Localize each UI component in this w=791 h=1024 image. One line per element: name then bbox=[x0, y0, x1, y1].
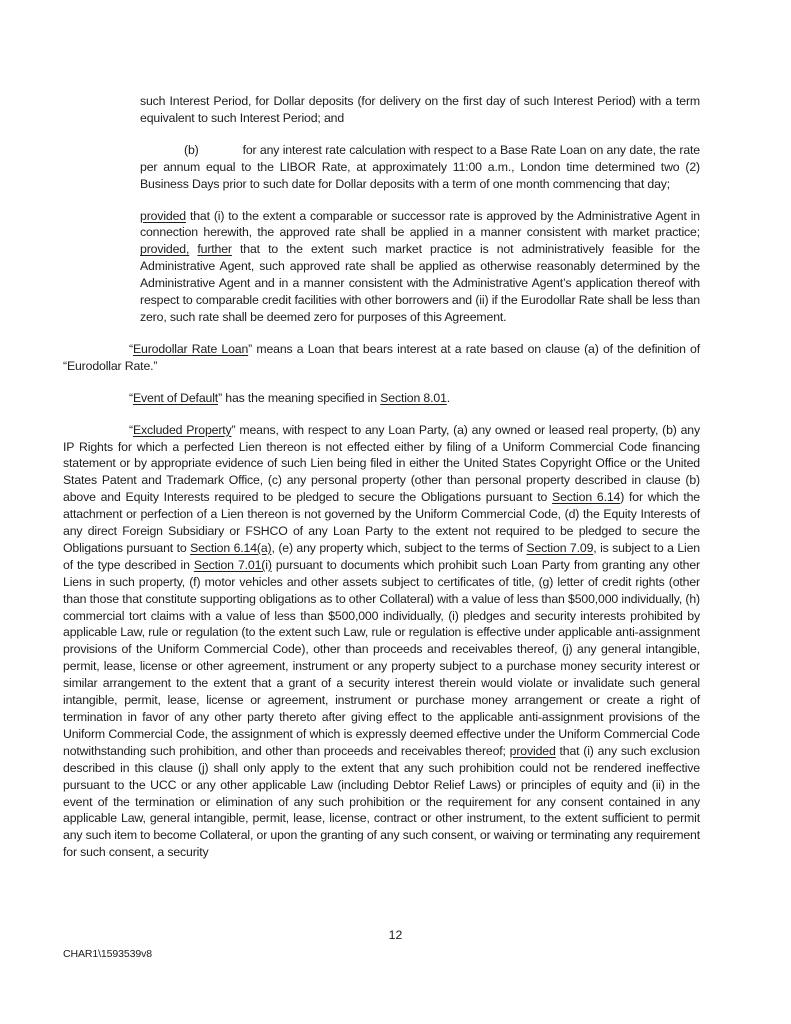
underlined-term: Section 6.14(a) bbox=[190, 540, 272, 555]
text-run: “ bbox=[129, 422, 133, 437]
text-run: , (e) any property which, subject to the terms of bbox=[271, 540, 527, 555]
underlined-term: Event of Default bbox=[132, 390, 219, 405]
text-run: ” means, with respect to any Loan Party, (a) any owned or leased real property, (b) any IP Rights for which a perfected Lien thereon is not effected either by filing of a Uniform Commercial Code financing statement or by appropriate evidence of such Lien being filed in either the United States Copyright Office or the United States Patent and Trademark Office, (c) any personal property (other than personal property described in clause (b) above and Equity Interests required to be pledged to secure the Obligations pursuant to bbox=[63, 422, 700, 505]
underlined-term: Excluded Property bbox=[132, 422, 232, 437]
underlined-term: Section 7.01(i) bbox=[193, 557, 272, 572]
text-run: that (i) to the extent a comparable or successor rate is approved by the Administrative Agent in connection herewith, the approved rate shall be applied in a manner consistent with market practice; bbox=[140, 208, 700, 240]
text-run: , is subject to a Lien of the type described in bbox=[63, 540, 700, 572]
underlined-term: Section 8.01 bbox=[380, 390, 447, 405]
underlined-term: provided bbox=[140, 208, 186, 223]
paragraph-proviso-comparable-successor-rate bbox=[140, 208, 700, 326]
text-run: “ bbox=[129, 341, 133, 356]
paragraph-clause-b-base-rate bbox=[140, 142, 700, 193]
text-run: ” means a Loan that bears interest at a rate based on clause (a) of the definition of “Eurodollar Rate.” bbox=[63, 341, 700, 373]
document-body bbox=[63, 93, 700, 876]
text-run: for any interest rate calculation with respect to a Base Rate Loan on any date, the rate per annum equal to the LIBOR Rate, at approximately 11:00 a.m., London time determined two (2) Business Days prior to such date for Dollar deposits with a term of one month commencing that day; bbox=[140, 142, 700, 191]
paragraph-definition-event-of-default bbox=[63, 390, 700, 407]
text-run: that (i) any such exclusion described in this clause (j) shall only apply to the extent that any such prohibition could not be rendered ineffective pursuant to the UCC or any other applicable Law (including Debtor Relief Laws) or principles of equity and (ii) in the event of the termination or elimination of any such prohibition or the requirement for any consent contained in any applicable Law, general intangible, permit, lease, license, contract or other instrument, to the extent sufficient to permit any such item to become Collateral, or upon the granting of any such consent, or waiving or terminating any requirement for such consent, a security bbox=[63, 743, 700, 860]
text-run: pursuant to documents which prohibit such Loan Party from granting any other Liens in such property, (f) motor vehicles and other assets subject to certificates of title, (g) letter of credit rights (other than those that constitute supporting obligations as to other Collateral) with a value of less than $500,000 individually, (h) commercial tort claims with a value of less than $500,000 individually, (i) pledges and security interests prohibited by applicable Law, rule or regulation (to the extent such Law, rule or regulation is effective under applicable anti-assignment provisions of the Uniform Commercial Code), other than proceeds and receivables thereof, (j) any general intangible, permit, lease, license or other agreement, instrument or any property subject to a purchase money security interest or similar arrangement to the extent that a grant of a security interest therein would violate or invalidate such general intangible, permit, lease, license or agreement, instrument or purchase money arrangement or create a right of termination in favor of any other party thereto after giving effect to the applicable anti-assignment provisions of the Uniform Commercial Code, the assignment of which is expressly deemed effective under the Uniform Commercial Code notwithstanding such prohibition, and other than proceeds and receivables thereof; bbox=[63, 557, 700, 758]
text-run: such Interest Period, for Dollar deposits (for delivery on the first day of such Interest Period) with a term equivalent to such Interest Period; and bbox=[140, 94, 700, 125]
paragraph-definition-eurodollar-rate-loan bbox=[63, 341, 700, 375]
text-run: . bbox=[446, 390, 451, 405]
text-run: (b) bbox=[184, 142, 199, 157]
underlined-term: Section 7.09 bbox=[526, 540, 594, 555]
text-run: “ bbox=[129, 390, 133, 405]
page-number: 12 bbox=[388, 928, 403, 942]
text-run: ” has the meaning specified in bbox=[218, 390, 381, 405]
footer-document-reference: CHAR1\1593539v8 bbox=[63, 948, 152, 960]
underlined-term: provided, bbox=[140, 242, 190, 257]
underlined-term: provided bbox=[509, 743, 556, 758]
paragraph-interest-period-continuation bbox=[140, 93, 700, 127]
text-run: that to the extent such market practice is not administratively feasible for the Administrative Agent, such approved rate shall be applied as otherwise reasonably determined by the Administrative Agent and in a manner consistent with the Administrative Agent’s application thereof with respect to comparable credit facilities with other borrowers and (ii) if the Eurodollar Rate shall be less than zero, such rate shall be deemed zero for purposes of this Agreement. bbox=[140, 242, 700, 324]
underlined-term: further bbox=[197, 242, 232, 257]
text-run: ) for which the attachment or perfection of a Lien thereon is not governed by the Uniform Commercial Code, (d) the Equity Interests of any direct Foreign Subsidiary or FSHCO of any Loan Party to the extent not required to be pledged to secure the Obligations pursuant to bbox=[63, 490, 700, 555]
underlined-term: Section 6.14 bbox=[552, 490, 621, 505]
underlined-term: Eurodollar Rate Loan bbox=[132, 341, 249, 356]
paragraph-definition-excluded-property bbox=[63, 422, 700, 862]
